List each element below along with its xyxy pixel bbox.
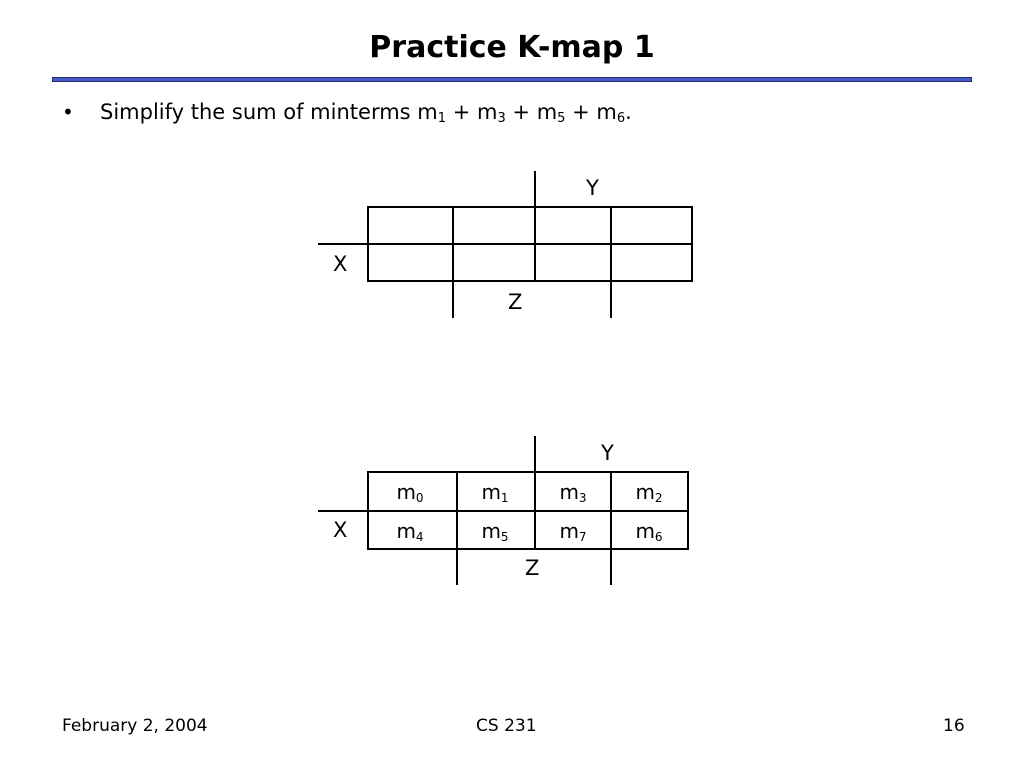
kmap-cell: $m_5$: [481, 519, 509, 544]
z-label: Z: [525, 556, 540, 580]
y-label: Y: [586, 176, 599, 200]
bullet-marker: •: [62, 100, 74, 124]
slide-title: Practice K-map 1: [369, 30, 655, 65]
minterm-term: $m_5$ +: [536, 100, 597, 126]
kmap-cell: $m_6$: [635, 519, 663, 544]
minterm-term: $m_1$ +: [417, 100, 477, 126]
x-label: X: [333, 252, 348, 276]
footer-page-number: 16: [943, 716, 965, 736]
footer-course: CS 231: [476, 716, 537, 736]
bullet-prefix: Simplify the sum of minterms: [100, 100, 418, 124]
y-bracket-line: [534, 436, 536, 473]
footer-date: February 2, 2004: [62, 716, 208, 736]
minterm-term: $m_3$ +: [476, 100, 537, 126]
y-label: Y: [601, 441, 614, 465]
kmap-cell: $m_1$: [481, 480, 509, 505]
kmap-cell: $m_0$: [396, 480, 424, 505]
z-label: Z: [508, 290, 523, 314]
minterm-term: $m_6$.: [596, 100, 632, 126]
kmap-cell: $m_3$: [559, 480, 587, 505]
z-bracket-line: [610, 548, 612, 585]
kmap-cell: $m_4$: [396, 519, 424, 544]
kmap-cell: $m_2$: [635, 480, 663, 505]
x-label: X: [333, 518, 348, 542]
kmap-cell: $m_7$: [559, 519, 587, 544]
grid-line: [367, 471, 369, 550]
z-bracket-line: [456, 548, 458, 585]
